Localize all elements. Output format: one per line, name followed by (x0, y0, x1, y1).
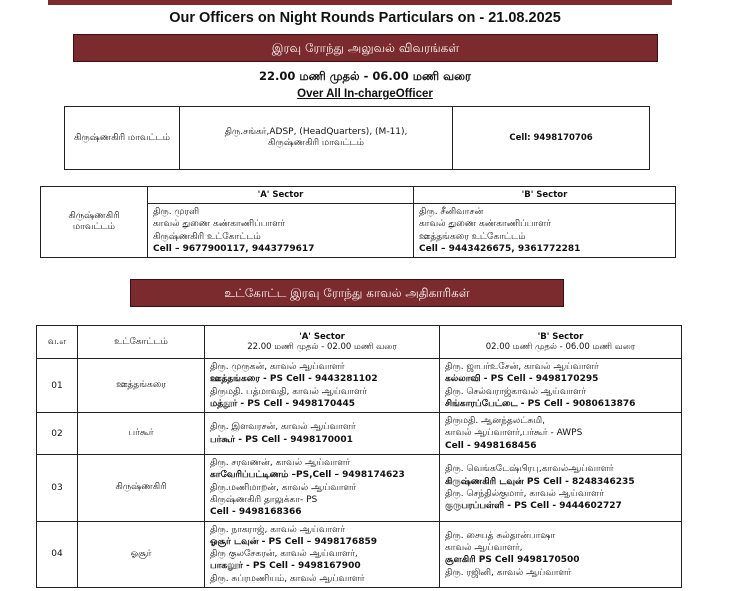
row-subdivision: கிருஷ்ணகிரி (78, 455, 205, 521)
officer-line: ஊத்தங்கரை - PS Cell - 9443281102 (210, 374, 378, 385)
table-row (37, 413, 682, 455)
row-sno: 02 (37, 413, 78, 455)
sector-a-line: திரு. முரளி (153, 207, 200, 217)
officer-line: திரு. சரவணன், காவல் ஆய்வாளர் (210, 458, 351, 469)
row-subdivision: ஓசூர் (78, 521, 205, 587)
table-row (37, 455, 682, 521)
officer-line: திரு. இளவரசன், காவல் ஆய்வாளர் (210, 422, 356, 433)
overall-incharge-heading: Over All In-chargeOfficer (297, 88, 433, 100)
section-banner-subdivision: உட்கோட்ட இரவு ரோந்து காவல் அதிகாரிகள் (130, 279, 564, 307)
a-sector-label: 'A' Sector (299, 331, 345, 342)
sector-dsp-table (40, 186, 676, 258)
officer-line: குருபரப்பள்ளி - PS Cell - 9444602727 (445, 501, 622, 512)
sector-district: கிருஷ்ணகிரி மாவட்டம் (41, 187, 148, 258)
row-subdivision: பர்கூர் (78, 413, 205, 455)
officer-line: Cell - 9498168366 (210, 507, 302, 518)
sector-a-line: காவல் துணை கண்காணிப்பாளர் (153, 219, 286, 230)
officer-line: சூளகிரி PS Cell 9498170500 (445, 555, 580, 566)
subdivision-table (36, 325, 682, 588)
officer-line: ஓசூர் டவுன் - PS Cell – 9498176859 (210, 536, 377, 547)
overall-officer (180, 107, 453, 170)
a-sector-time: 22.00 மணி முதல் - 02.00 மணி வரை (247, 341, 397, 352)
officer-line: கிருஷ்ணகிரி தாலுக்கா- PS (210, 494, 318, 505)
overall-officer-line1: திரு.சங்கர்,ADSP, (HeadQuarters), (M-11), (224, 127, 408, 137)
sector-b-header: 'B' Sector (414, 187, 676, 204)
officer-line: திரு. நாகராஜ், காவல் ஆய்வாளர் (210, 524, 345, 535)
row-sno: 04 (37, 521, 78, 587)
officer-line: திரு. சுப்ரமணியம், காவல் ஆய்வாளர் (210, 573, 365, 584)
row-b-officers (440, 521, 682, 587)
time-range: 22.00 மணி முதல் - 06.00 மணி வரை (259, 69, 471, 83)
row-b-officers (440, 359, 682, 413)
col-header-subdivision: உட்கோட்டம் (78, 326, 205, 359)
b-sector-label: 'B' Sector (537, 331, 584, 342)
section-banner-night-rounds: இரவு ரோந்து அலுவல் விவரங்கள் (73, 34, 658, 62)
officer-line: திரு. செந்தில்குமார், காவல் ஆய்வாளர் (445, 488, 604, 499)
overall-incharge-table (64, 106, 650, 170)
officer-line: திரு. ஜாபர்உசேன், காவல் ஆய்வாளர் (445, 362, 599, 372)
officer-line: Cell - 9498168456 (445, 440, 537, 451)
sector-b-line: காவல் துணை கண்காணிப்பாளர் (419, 219, 552, 230)
officer-line: திரு குலசேகரன், காவல் ஆய்வாளர், (210, 549, 358, 560)
overall-cell: Cell: 9498170706 (453, 107, 650, 170)
row-a-officers (205, 455, 440, 521)
overall-district: கிருஷ்ணகிரி மாவட்டம் (65, 107, 180, 170)
overall-officer-line2: கிருஷ்ணகிரி மாவட்டம் (267, 138, 365, 148)
officer-line: காவல் ஆய்வாளர், (445, 543, 523, 553)
sector-a-line: கிருஷ்ணகிரி உட்கோட்டம் (153, 231, 261, 242)
officer-line: திரு. சையத் சுல்தான்பாஷா (445, 530, 556, 541)
sector-a-officer (148, 204, 414, 258)
officer-line: காவேரிப்பட்டிணம் –PS,Cell – 9498174623 (210, 470, 405, 481)
sector-a-cell: Cell – 9677900117, 9443779617 (153, 243, 315, 254)
page-title: Our Officers on Night Rounds Particulars on - 21.08.2025 (169, 10, 561, 26)
officer-line: திரு. ரஜினி, காவல் ஆய்வாளர் (445, 567, 572, 578)
row-a-officers (205, 413, 440, 455)
officer-line: திருமதி. பத்மாவதி, காவல் ஆய்வாளர் (210, 386, 367, 397)
row-a-officers (205, 521, 440, 587)
officer-line: சிங்காரப்பேட்டை - PS Cell - 9080613876 (445, 398, 636, 409)
officer-line: பாகலூர் - PS Cell - 9498167900 (210, 561, 361, 572)
officer-line: திரு. வெங்கடேஷ்பிரபு,காவல்ஆய்வாளர் (445, 464, 614, 475)
row-sno: 01 (37, 359, 78, 413)
officer-line: காவல் ஆய்வாளர்,பர்கூர் - AWPS (445, 428, 583, 439)
officer-line: மத்தூர் - PS Cell - 9498170445 (210, 398, 356, 409)
officer-line: கிருஷ்ணகிரி டவுன் PS Cell - 8248346235 (445, 476, 635, 487)
row-a-officers (205, 359, 440, 413)
officer-line: திருமதி. ஆனந்தலட்சுமி, (445, 416, 546, 427)
officer-line: திரு. செல்வராஜ்காவல் ஆய்வாளர் (445, 386, 587, 397)
sector-b-line: திரு. சீனிவாசன் (419, 207, 484, 217)
sector-b-cell: Cell – 9443426675, 9361772281 (419, 243, 581, 254)
row-b-officers (440, 413, 682, 455)
col-header-sno: வ.எ (37, 326, 78, 359)
b-sector-time: 02.00 மணி முதல் - 06.00 மணி வரை (485, 341, 636, 352)
officer-line: கல்லாவி - PS Cell - 9498170295 (445, 374, 599, 385)
officer-line: திரு.மணிமாறன், காவல் ஆய்வாளர் (210, 482, 357, 493)
row-sno: 03 (37, 455, 78, 521)
officer-line: பர்கூர் - PS Cell - 9498170001 (210, 434, 353, 445)
officer-line: திரு. முருகன், காவல் ஆய்வாளர் (210, 362, 345, 372)
col-header-a-sector (205, 326, 440, 359)
col-header-b-sector (440, 326, 682, 359)
row-b-officers (440, 455, 682, 521)
sector-a-header: 'A' Sector (148, 187, 414, 204)
table-row (37, 359, 682, 413)
sector-b-officer (414, 204, 676, 258)
table-row (37, 521, 682, 587)
top-border-bar (48, 0, 672, 5)
sector-b-line: ஊத்தங்கரை உட்கோட்டம் (419, 231, 526, 242)
row-subdivision: ஊத்தங்கரை (78, 359, 205, 413)
